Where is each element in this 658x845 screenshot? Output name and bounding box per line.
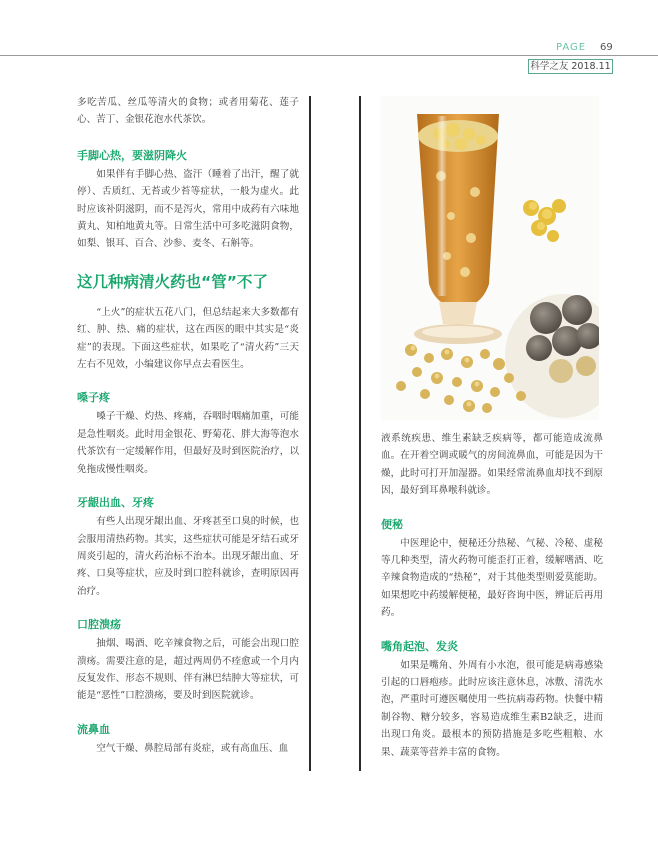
section-body: 有些人出现牙龈出血、牙疼甚至口臭的时候，也会服用清热药物。其实，这些症状可能是牙结石或牙周炎引起的，清火药治标不治本。出现牙龈出血、牙疼、口臭等症状，应及时到口腔科就诊，查明原因再治疗。	[77, 516, 299, 597]
section-heading: 嗓子疼	[77, 391, 110, 405]
section-body: 抽烟、喝酒、吃辛辣食物之后，可能会出现口腔溃疡。需要注意的是，超过两周仍不痊愈或一个月内反复发作、形态不规则、伴有淋巴结肿大等症状，可能是“恶性”口腔溃疡，要及时到医院就诊。	[77, 638, 299, 702]
magazine-name: 科学之友	[530, 61, 569, 72]
header-rule	[0, 55, 658, 56]
column-rule-right	[359, 96, 361, 771]
section-heading: 流鼻血	[77, 722, 110, 736]
tea-glass-illustration	[381, 96, 599, 420]
section-heading: 嘴角起泡、发炎	[381, 639, 458, 653]
left-column	[77, 94, 299, 757]
section-body: 中医理论中，便秘还分热秘、气秘、冷秘、虚秘等几种类型，清火药物可能歪打正着，缓解嗜酒、吃辛辣食物造成的“热秘”，对于其他类型则爱莫能助。如果想吃中药缓解便秘，最好咨询中医，辨证后再用药。	[381, 537, 603, 619]
right-column	[381, 430, 603, 761]
page-number: 69	[600, 42, 613, 53]
intro-paragraph: 多吃苦瓜、丝瓜等清火的食物；或者用菊花、莲子心、苦丁、金银花泡水代茶饮。	[77, 97, 299, 126]
issue-date: 2018.11	[571, 61, 611, 72]
tea-photo	[381, 96, 599, 420]
article-main-heading: 这几种病清火药也“管”不了	[77, 272, 268, 291]
main-intro-paragraph: “上火”的症状五花八门，但总结起来大多数都有红、肿、热、痛的症状，这在西医的眼中其实是“炎症”的表现。下面这些症状，如果吃了“清火药”三天左右不见效，小编建议你早点去看医生。	[77, 306, 299, 371]
page-label: PAGE	[556, 42, 587, 53]
continued-paragraph: 液系统疾患、维生素缺乏疾病等，都可能造成流鼻血。在开着空调或暖气的房间流鼻血，可能是因为干燥，此时可打开加湿器。如果经常流鼻血却找不到原因，最好到耳鼻喉科就诊。	[381, 433, 603, 497]
section-heading: 牙龈出血、牙疼	[77, 496, 154, 510]
section-heading: 口腔溃疡	[77, 618, 121, 632]
section-body: 如果是嘴角、外周有小水泡，很可能是病毒感染引起的口唇疱疹。此时应该注意休息，冰敷、清洗水泡，严重时可遵医嘱使用一些抗病毒药物。快餐中精制谷物、糖分较多，容易造成维生素B2缺乏，进而出现口角炎。最根本的预防措施是多吃些粗粮、水果、蔬菜等营养丰富的食物。	[381, 659, 603, 758]
section-heading: 手脚心热，要滋阴降火	[77, 148, 187, 162]
section-heading: 便秘	[381, 517, 403, 531]
magazine-badge	[528, 59, 613, 74]
column-rule-left	[309, 96, 311, 771]
section-body: 嗓子干燥、灼热、疼痛，吞咽时咽痛加重，可能是急性咽炎。此时用金银花、野菊花、胖大海等泡水代茶饮有一定缓解作用，但最好及时到医院治疗，以免拖成慢性咽炎。	[77, 411, 299, 475]
section-body: 空气干燥、鼻腔局部有炎症，或有高血压、血	[96, 742, 289, 754]
section-body: 如果伴有手脚心热、盗汗（睡着了出汗，醒了就停）、舌质红、无苔或少苔等症状，一般为虚火。此时应该补阴滋阴，而不是泻火，常用中成药有六味地黄丸、知柏地黄丸等。日常生活中可多吃滋阴食物，如梨、银耳、百合、沙参、麦冬、石斛等。	[77, 168, 299, 250]
